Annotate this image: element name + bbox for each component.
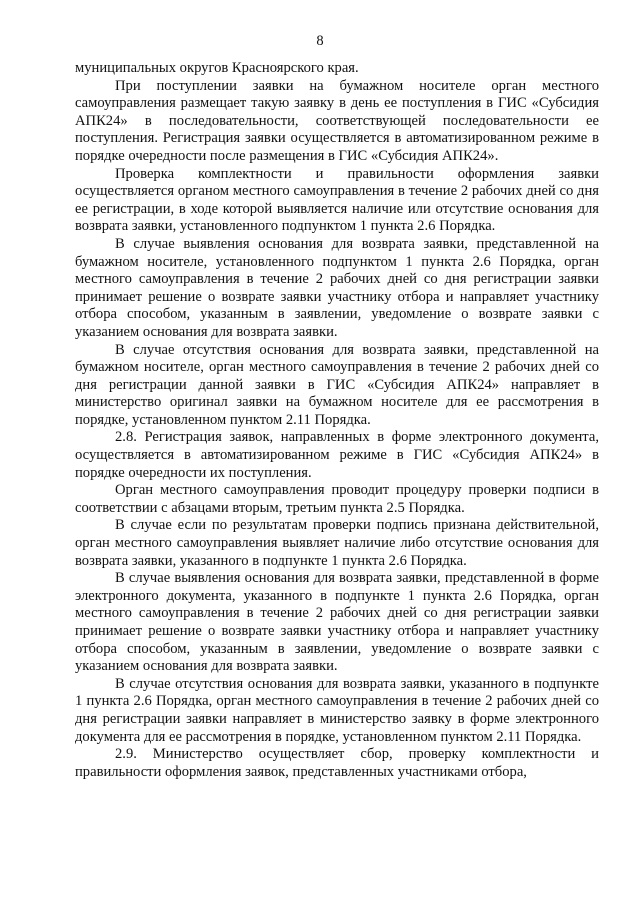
- paragraph: Орган местного самоуправления проводит процедуру проверки подписи в соответствии с абзацами вторым, третьим пункта 2.5 Порядка.: [75, 482, 599, 516]
- paragraph: В случае отсутствия основания для возврата заявки, представленной на бумажном носителе, орган местного самоуправления в течение 2 рабочих дней со дня регистрации данной заявки в ГИС «Субсидия АПК24» направляет в министерство оригинал заявки на бумажном носителе для ее рассмотрения в порядке, установленном пунктом 2.11 Порядка.: [75, 341, 599, 428]
- paragraph: Проверка комплектности и правильности оформления заявки осуществляется органом местного самоуправления в течение 2 рабочих дней со дня ее регистрации, в ходе которой выявляется наличие или отсутствие основания для возврата заявки, установленного подпунктом 1 пункта 2.6 Порядка.: [75, 165, 599, 235]
- paragraph: В случае выявления основания для возврата заявки, представленной в форме электронного документа, указанного в подпункте 1 пункта 2.6 Порядка, орган местного самоуправления в течение 2 рабочих дней со дня регистрации заявки принимает решение о возврате заявки участнику отбора и направляет участнику отбора способом, указанным в заявлении, уведомление о возврате заявки с указанием основания для возврата заявки.: [75, 570, 599, 675]
- paragraph: В случае отсутствия основания для возврата заявки, указанного в подпункте 1 пункта 2.6 Порядка, орган местного самоуправления в течение 2 рабочих дней со дня регистрации заявки направляет в министерство заявку в форме электронного документа для ее рассмотрения в порядке, установленном пунктом 2.11 Порядка.: [75, 675, 599, 745]
- paragraph-section-2-9: 2.9. Министерство осуществляет сбор, проверку комплектности и правильности оформления заявок, представленных участниками отбора,: [75, 746, 599, 780]
- paragraph: В случае выявления основания для возврата заявки, представленной на бумажном носителе, установленного подпунктом 1 пункта 2.6 Порядка, орган местного самоуправления в течение 2 рабочих дней со дня регистрации заявки принимает решение о возврате заявки участнику отбора и направляет участнику отбора способом, указанным в заявлении, уведомление о возврате заявки с указанием основания для возврата заявки.: [75, 235, 599, 340]
- page-number: 8: [316, 33, 324, 49]
- paragraph: В случае если по результатам проверки подпись признана действительной, орган местного самоуправления выявляет наличие либо отсутствие основания для возврата заявки, указанного в подпункте 1 пункта 2.6 Порядка.: [75, 517, 599, 569]
- paragraph-section-2-8: 2.8. Регистрация заявок, направленных в форме электронного документа, осуществляется в автоматизированном режиме в ГИС «Субсидия АПК24» в порядке очередности их поступления.: [75, 429, 599, 481]
- paragraph-continuation: муниципальных округов Красноярского края.: [75, 60, 359, 76]
- document-body: [75, 60, 599, 781]
- paragraph: При поступлении заявки на бумажном носителе орган местного самоуправления размещает такую заявку в день ее поступления в ГИС «Субсидия АПК24» в последовательности, соответствующей последовательности ее поступления. Регистрация заявки осуществляется в автоматизированном режиме в порядке очередности после размещения в ГИС «Субсидия АПК24».: [75, 77, 599, 164]
